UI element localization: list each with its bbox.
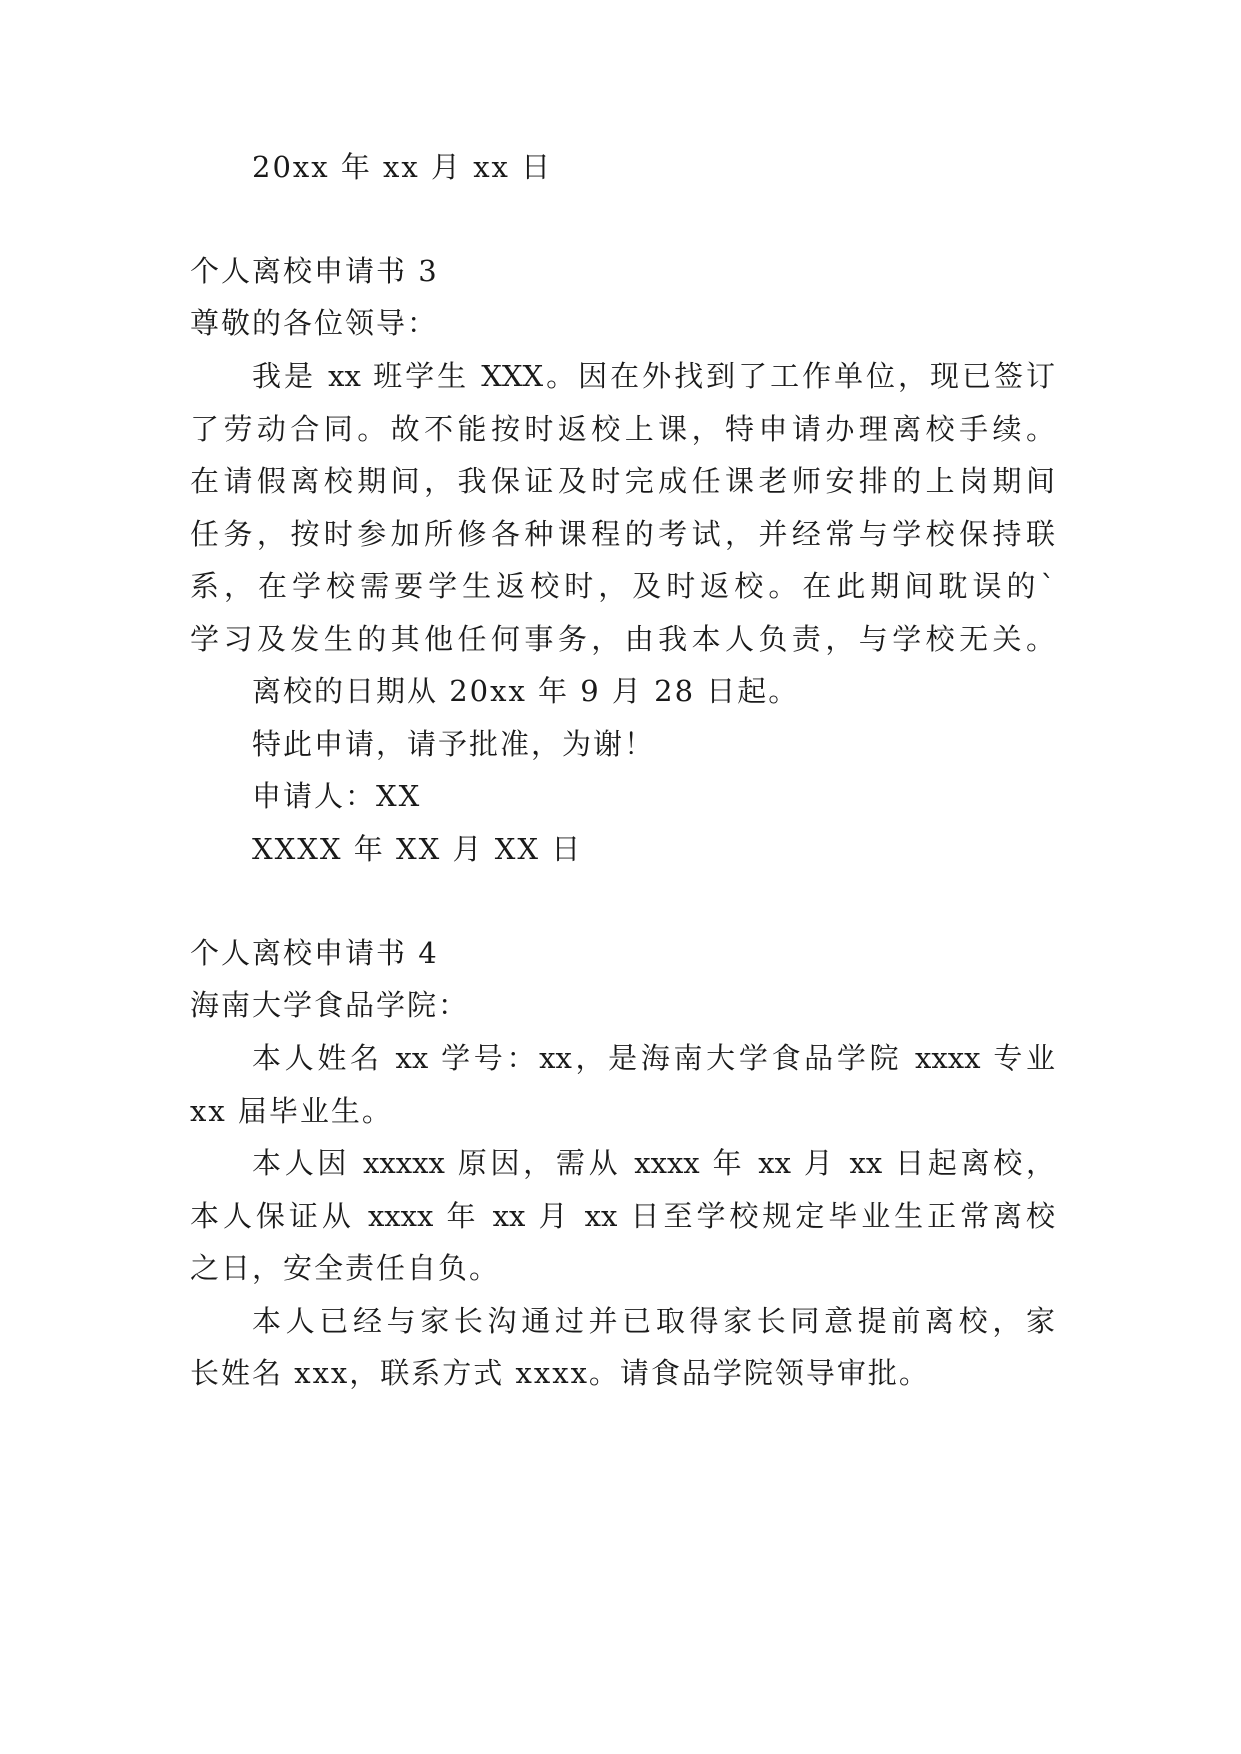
application-3-body-line: 系，在学校需要学生返校时，及时返校。在此期间耽误的`	[190, 569, 1055, 603]
application-3-leave-date: 离校的日期从 20xx 年 9 月 28 日起。	[252, 674, 800, 708]
application-3-date: XXXX 年 XX 月 XX 日	[252, 832, 583, 866]
application-3-body-line: 我是 xx 班学生 XXX。因在外找到了工作单位，现已签订	[252, 359, 1055, 393]
application-3-body-line: 任务，按时参加所修各种课程的考试，并经常与学校保持联	[190, 517, 1055, 551]
application-3-body-line: 在请假离校期间，我保证及时完成任课老师安排的上岗期间	[190, 464, 1055, 498]
application-4-paragraph-3-line: 本人已经与家长沟通过并已取得家长同意提前离校，家	[252, 1304, 1055, 1338]
application-4-title: 个人离校申请书 4	[190, 936, 439, 970]
application-4-paragraph-2-line: 之日，安全责任自负。	[190, 1251, 501, 1285]
application-4-paragraph-1-line: xx 届毕业生。	[190, 1094, 393, 1128]
application-4-paragraph-2-line: 本人因 xxxxx 原因，需从 xxxx 年 xx 月 xx 日起离校，	[252, 1146, 1055, 1180]
application-4-salutation: 海南大学食品学院：	[190, 988, 470, 1022]
application-3-body-line: 学习及发生的其他任何事务，由我本人负责，与学校无关。	[190, 622, 1055, 656]
application-4-paragraph-3-line: 长姓名 xxx，联系方式 xxxx。请食品学院领导审批。	[190, 1356, 930, 1390]
application-3-salutation: 尊敬的各位领导：	[190, 306, 439, 340]
application-4-paragraph-1-line: 本人姓名 xx 学号：xx，是海南大学食品学院 xxxx 专业	[252, 1041, 1055, 1075]
application-4-paragraph-2-line: 本人保证从 xxxx 年 xx 月 xx 日至学校规定毕业生正常离校	[190, 1199, 1055, 1233]
application-3-request: 特此申请，请予批准，为谢！	[252, 727, 656, 761]
application-3-title: 个人离校申请书 3	[190, 254, 439, 288]
previous-application-date: 20xx 年 xx 月 xx 日	[252, 150, 553, 184]
application-3-body-line: 了劳动合同。故不能按时返校上课，特申请办理离校手续。	[190, 412, 1055, 446]
application-3-applicant: 申请人：XX	[252, 779, 422, 813]
